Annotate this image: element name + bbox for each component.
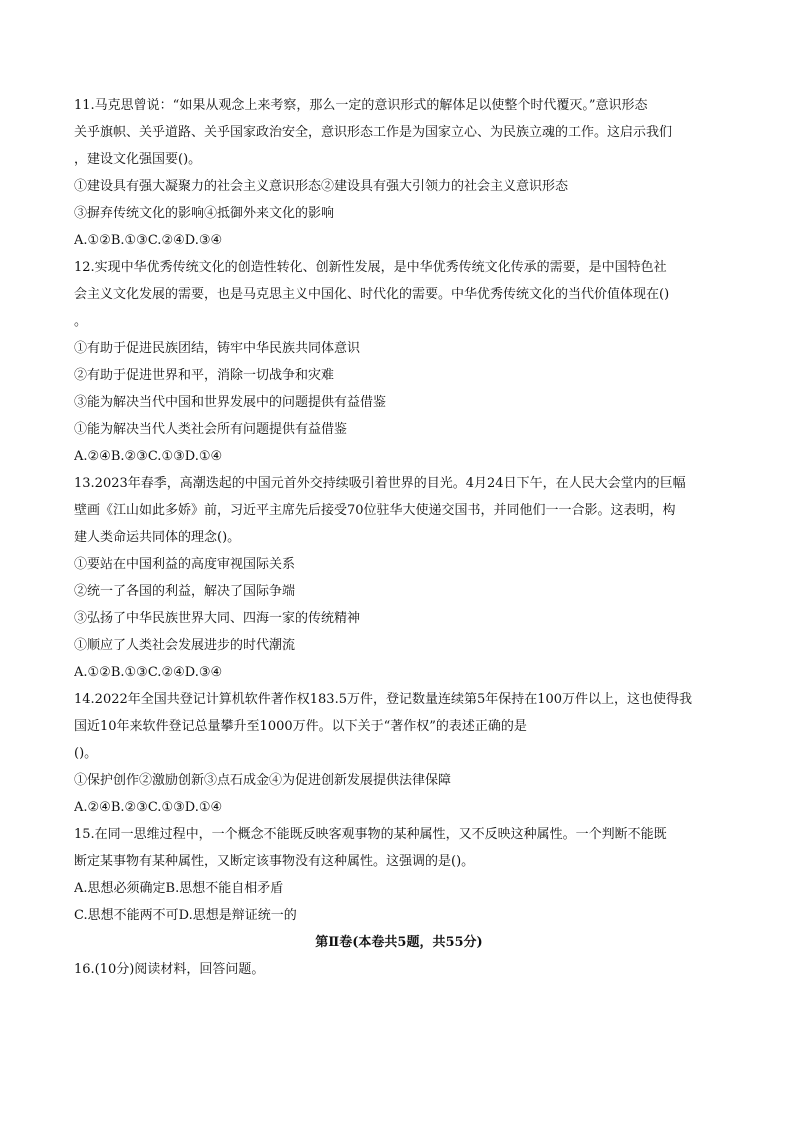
q13-statement-4: ①顺应了人类社会发展进步的时代潮流 xyxy=(74,638,296,653)
q12-statement-1: ①有助于促进民族团结，铸牢中华民族共同体意识 xyxy=(74,341,361,356)
q13-options: A.①②B.①③C.②④D.③④ xyxy=(74,665,223,680)
q13-stem-line-2: 壁画《江山如此多娇》前，习近平主席先后接受70位驻华大使递交国书，并同他们一一合影。这表明，构 xyxy=(74,503,676,518)
q11-statement-1-2: ①建设具有强大凝聚力的社会主义意识形态②建设具有强大引领力的社会主义意识形态 xyxy=(74,179,569,194)
q16-stem: 16.(10分)阅读材料，回答问题。 xyxy=(74,962,265,977)
section-2-heading: 第Ⅱ卷(本卷共5题，共55分) xyxy=(315,935,483,950)
q14-options: A.②④B.②③C.①③D.①④ xyxy=(74,800,223,815)
q11-statement-3-4: ③摒弃传统文化的影响④抵御外来文化的影响 xyxy=(74,206,335,221)
q11-stem-line-2: 关乎旗帜、关乎道路、关乎国家政治安全，意识形态工作是为国家立心、为民族立魂的工作。这启示我们 xyxy=(74,125,673,140)
q15-options-cd: C.思想不能两不可D.思想是辩证统一的 xyxy=(74,908,297,923)
q12-options: A.②④B.②③C.①③D.①④ xyxy=(74,449,223,464)
document-page xyxy=(74,92,724,983)
q14-stem-line-2: 国近10年来软件登记总量攀升至1000万件。以下关于“著作权”的表述正确的是 xyxy=(74,719,527,734)
q12-statement-4: ①能为解决当代人类社会所有问题提供有益借鉴 xyxy=(74,422,348,437)
q11-stem-line-1: 11.马克思曾说：“如果从观念上来考察，那么一定的意识形式的解体足以使整个时代覆灭。”意识形态 xyxy=(74,98,648,113)
q12-stem-line-2: 会主义文化发展的需要，也是马克思主义中国化、时代化的需要。中华优秀传统文化的当代价值体现在() xyxy=(74,287,670,302)
q13-stem-line-3: 建人类命运共同体的理念()。 xyxy=(74,530,241,545)
q12-stem-line-1: 12.实现中华优秀传统文化的创造性转化、创新性发展，是中华优秀传统文化传承的需要，是中国特色社 xyxy=(74,260,667,275)
q15-stem-line-1: 15.在同一思维过程中，一个概念不能既反映客观事物的某种属性，又不反映这种属性。一个判断不能既 xyxy=(74,827,667,842)
q14-statements: ①保护创作②激励创新③点石成金④为促进创新发展提供法律保障 xyxy=(74,773,452,788)
q14-stem-line-1: 14.2022年全国共登记计算机软件著作权183.5万件，登记数量连续第5年保持在100万件以上，这也使得我 xyxy=(74,692,693,707)
q13-statement-3: ③弘扬了中华民族世界大同、四海一家的传统精神 xyxy=(74,611,361,626)
q13-statement-2: ②统一了各国的利益，解决了国际争端 xyxy=(74,584,296,599)
q13-statement-1: ①要站在中国利益的高度审视国际关系 xyxy=(74,557,296,572)
q11-stem-line-3: ，建设文化强国要()。 xyxy=(74,152,202,167)
q15-options-ab: A.思想必须确定B.思想不能自相矛盾 xyxy=(74,881,284,896)
q11-options: A.①②B.①③C.②④D.③④ xyxy=(74,233,223,248)
q12-statement-2: ②有助于促进世界和平，消除一切战争和灾难 xyxy=(74,368,335,383)
q12-stem-line-3: 。 xyxy=(74,314,88,329)
q13-stem-line-1: 13.2023年春季，高潮迭起的中国元首外交持续吸引着世界的目光。4月24日下午，在人民大会堂内的巨幅 xyxy=(74,476,686,491)
q14-stem-line-3: ()。 xyxy=(74,746,98,761)
q15-stem-line-2: 断定某事物有某种属性，又断定该事物没有这种属性。这强调的是()。 xyxy=(74,854,475,869)
q12-statement-3: ③能为解决当代中国和世界发展中的问题提供有益借鉴 xyxy=(74,395,387,410)
